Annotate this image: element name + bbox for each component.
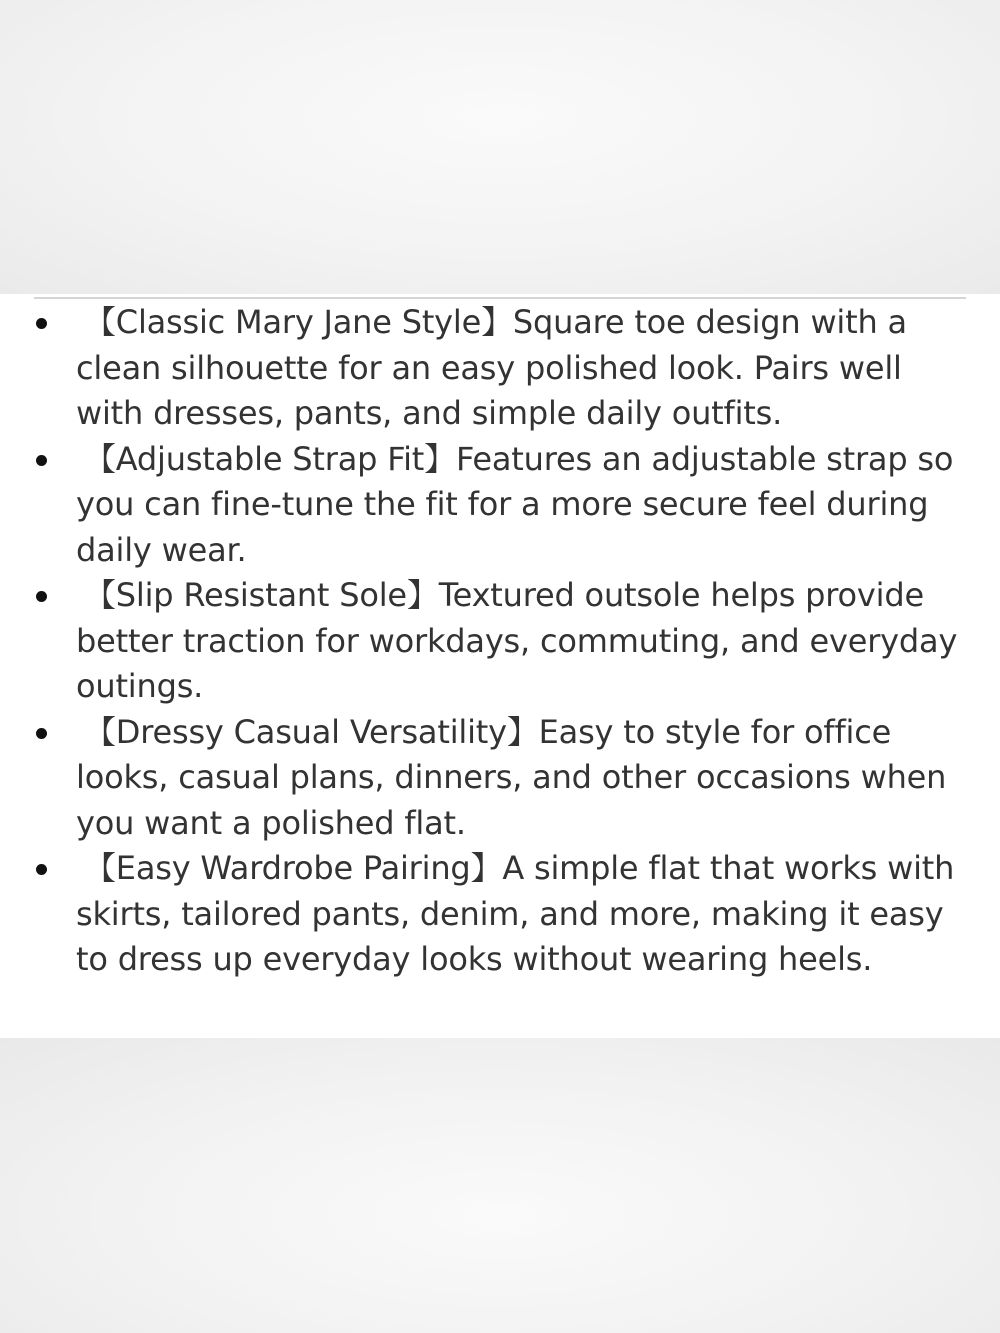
- feature-bullet-item: [0, 300, 1000, 437]
- bullet-dot-icon: [36, 455, 47, 466]
- feature-description: A simple flat that works with skirts, tailored pants, denim, and more, making it easy to dress up everyday looks without wearing heels.: [76, 849, 955, 978]
- feature-heading: 【Slip Resistant Sole】: [84, 576, 439, 614]
- feature-bullet-item: [0, 846, 1000, 983]
- bullet-dot-icon: [36, 318, 47, 329]
- feature-description: Features an adjustable strap so you can fine-tune the fit for a more secure feel during daily wear.: [76, 439, 954, 569]
- feature-heading: 【Dressy Casual Versatility】: [84, 712, 539, 751]
- feature-description: Textured outsole helps provide better traction for workdays, commuting, and everyday outings.: [76, 576, 958, 705]
- bullet-dot-icon: [36, 864, 47, 875]
- feature-bullet-list: [0, 300, 1000, 983]
- feature-bullets-panel: [0, 294, 1000, 1038]
- top-blank-area: [0, 0, 1000, 294]
- bullet-dot-icon: [36, 591, 47, 602]
- section-divider: [34, 297, 966, 299]
- feature-heading: 【Adjustable Strap Fit】: [84, 439, 456, 478]
- feature-heading: 【Classic Mary Jane Style】: [84, 303, 513, 341]
- feature-bullet-item: [0, 710, 1000, 847]
- feature-description: Easy to style for office looks, casual plans, dinners, and other occasions when you want a polished flat.: [76, 712, 947, 842]
- bullet-dot-icon: [36, 728, 47, 739]
- feature-description: Square toe design with a clean silhouette for an easy polished look. Pairs well with dresses, pants, and simple daily outfits.: [76, 303, 907, 432]
- feature-bullet-item: [0, 437, 1000, 574]
- feature-heading: 【Easy Wardrobe Pairing】: [84, 849, 503, 887]
- feature-bullet-item: [0, 573, 1000, 710]
- bottom-blank-area: [0, 1038, 1000, 1333]
